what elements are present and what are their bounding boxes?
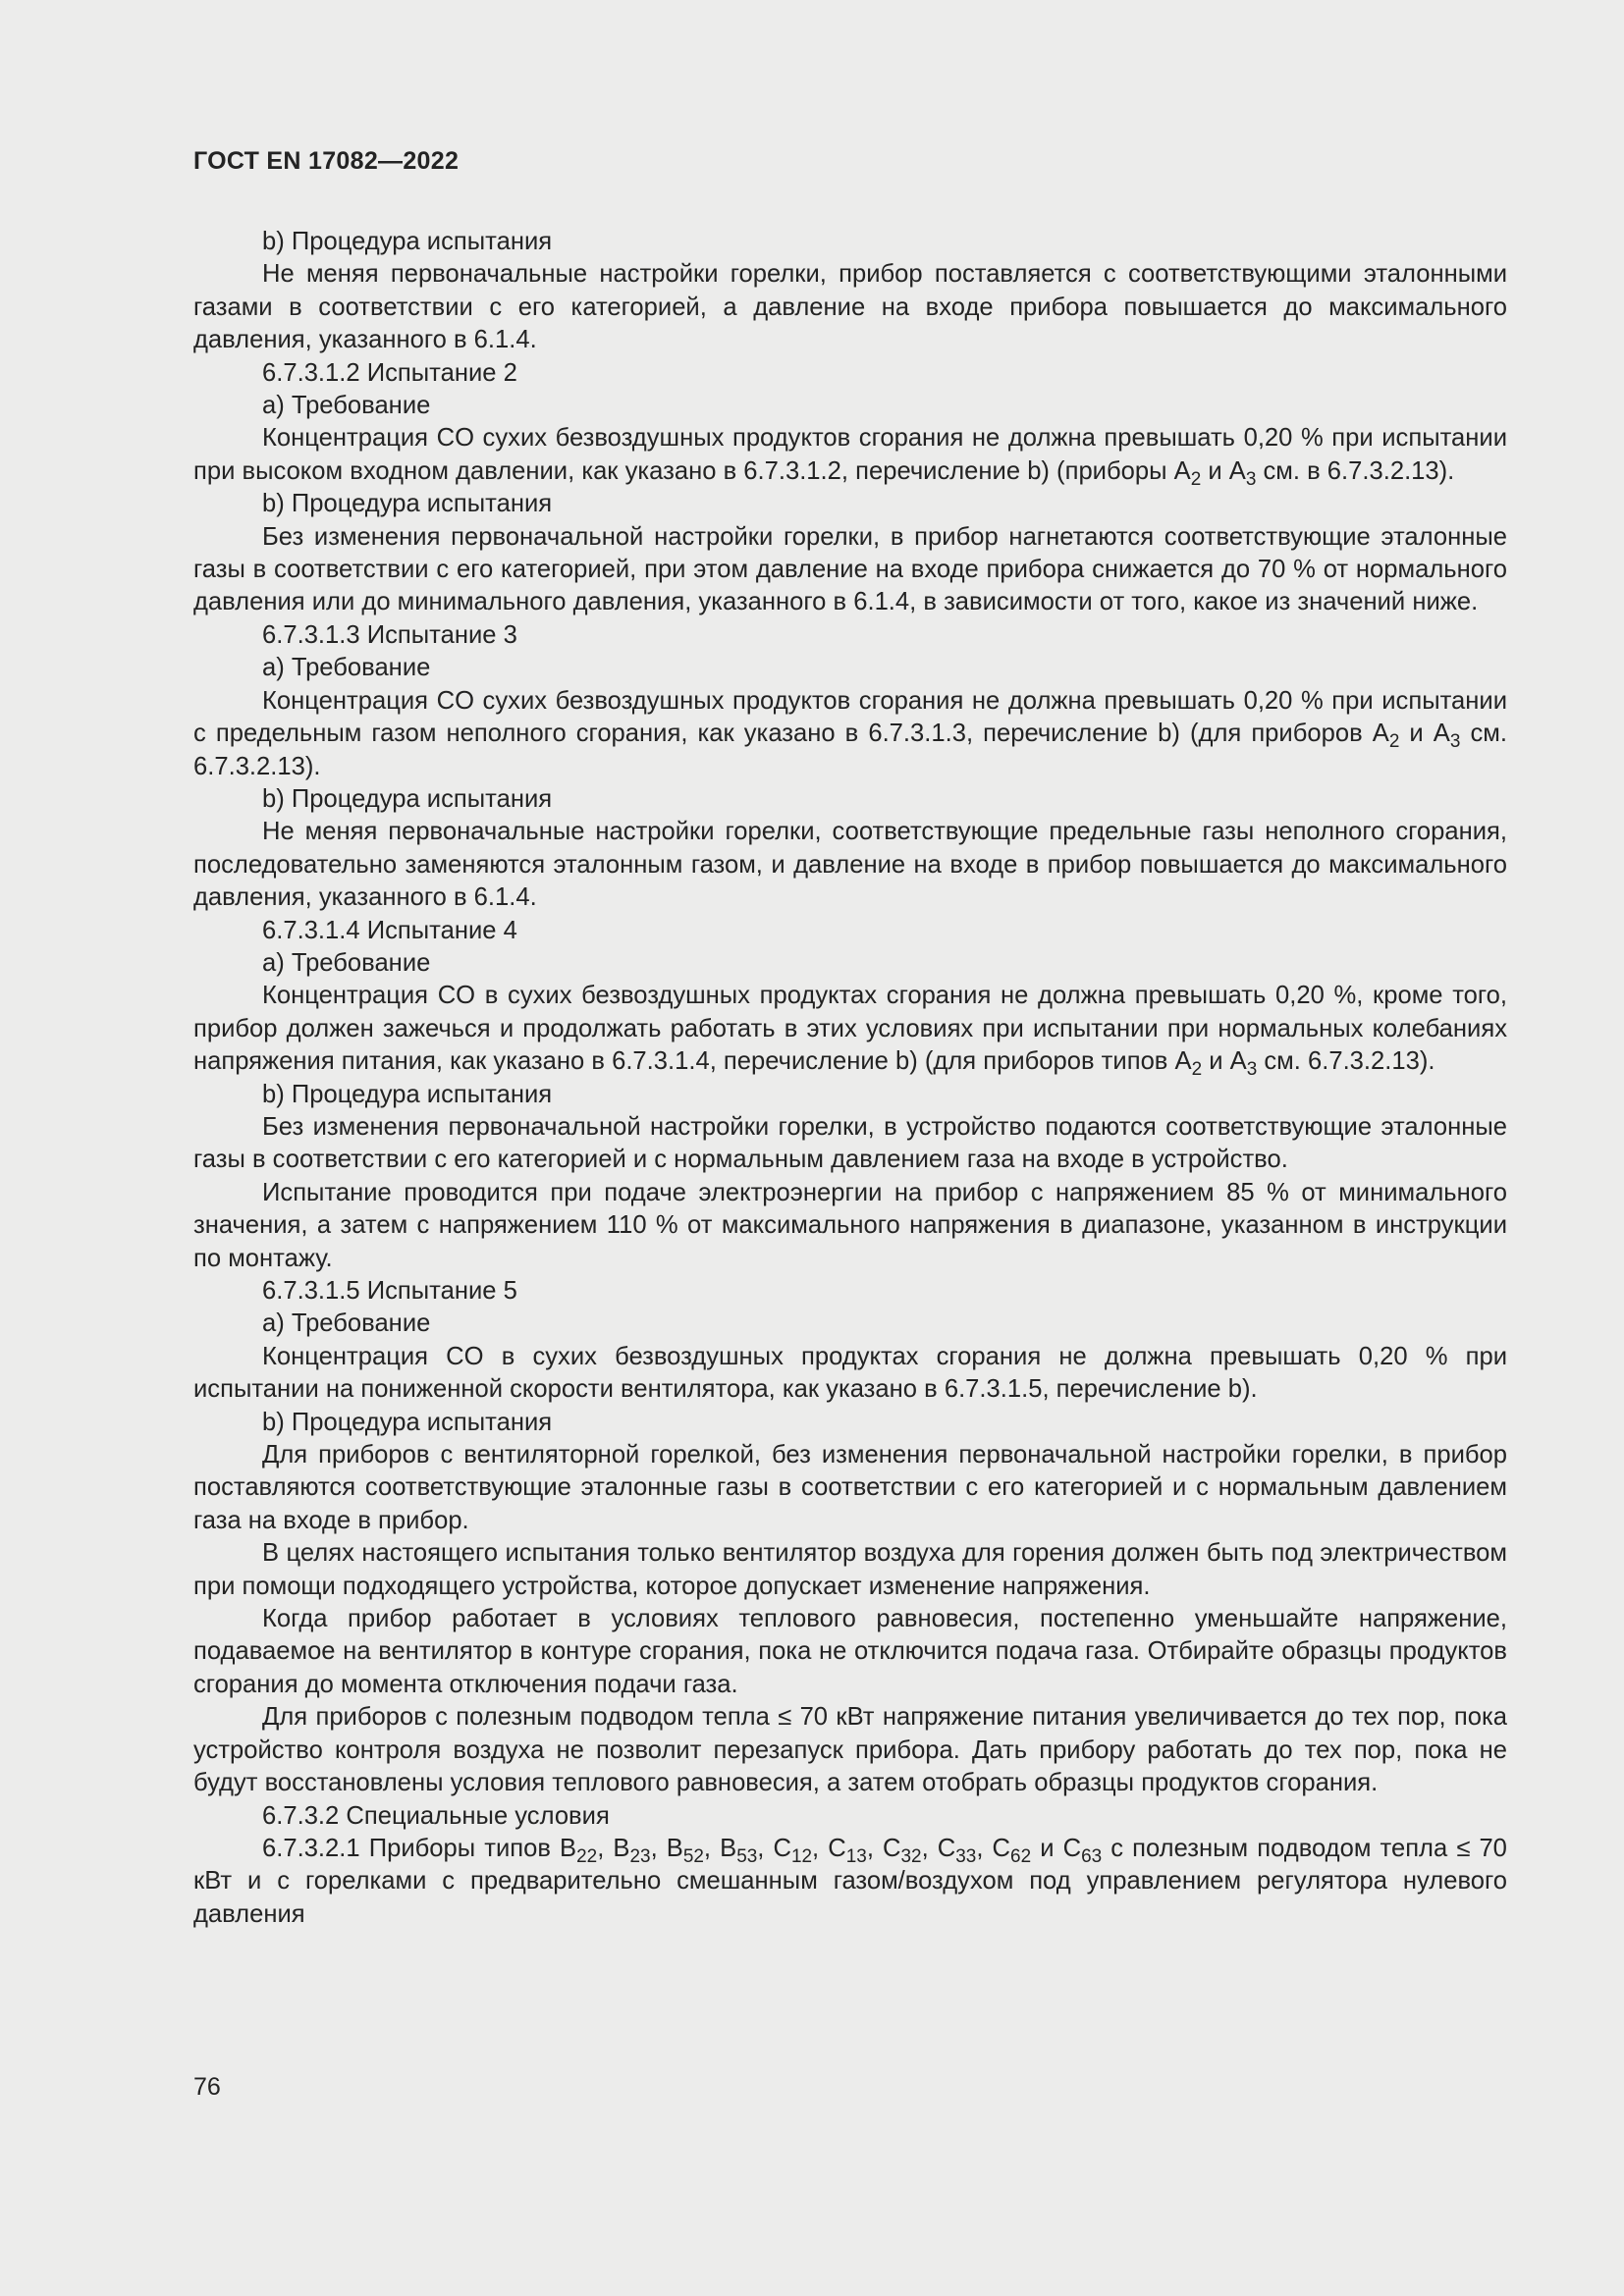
- paragraph: 6.7.3.2 Специальные условия: [262, 1801, 610, 1830]
- paragraph: Не меняя первоначальные настройки горелки, прибор поставляется с соответствующими эталонными газами в соответствии с его категорией, а давление на входе прибора повышается до максимального давления, указанного в 6.1.4.: [193, 260, 1507, 354]
- paragraph: Испытание проводится при подаче электроэнергии на прибор с напряжением 85 % от минимального значения, а затем с напряжением 110 % от максимального напряжения в диапазоне, указанном в инструкции по монтажу.: [193, 1178, 1507, 1272]
- paragraph: Без изменения первоначальной настройки горелки, в устройство подаются соответствующие эталонные газы в соответствии с его категорией и с нормальным давлением газа на входе в устройство.: [193, 1112, 1507, 1174]
- paragraph: b) Процедура испытания: [262, 784, 553, 813]
- paragraph: 6.7.3.1.3 Испытание 3: [262, 620, 517, 649]
- subscript: 2: [1190, 468, 1202, 490]
- paragraph: b) Процедура испытания: [262, 1408, 553, 1436]
- subscript: 3: [1245, 468, 1257, 490]
- paragraph: 6.7.3.1.5 Испытание 5: [262, 1277, 517, 1305]
- subscript: 62: [1010, 1845, 1032, 1867]
- paragraph: b) Процедура испытания: [262, 490, 553, 518]
- paragraph: Концентрация CO в сухих безвоздушных продуктах сгорания не должна превышать 0,20 % при испытании на пониженной скорости вентилятора, как указано в 6.7.3.1.5, перечисление b).: [193, 1342, 1507, 1404]
- paragraph: Концентрация CO сухих безвоздушных продуктов сгорания не должна превышать 0,20 % при испытании при высоком входном давлении, как указано в 6.7.3.1.2, перечисление b) (приборы $A_2$ и $A_3$ см. в 6.7.3.2.13).: [193, 424, 1507, 490]
- paragraph: Для приборов с полезным подводом тепла ≤ 70 кВт напряжение питания увеличивается до тех пор, пока устройство контроля воздуха не позволит перезапуск прибора. Дать прибору работать до тех пор, пока не будут восстановлены условия теплового равновесия, а затем отобрать образцы продуктов сгорания.: [193, 1703, 1507, 1797]
- subscript: 12: [790, 1845, 813, 1867]
- paragraph: Без изменения первоначальной настройки горелки, в прибор нагнетаются соответствующие эталонные газы в соответствии с его категорией, при этом давление на входе прибора снижается до 70 % от нормального давления или до минимального давления, указанного в 6.1.4, в зависимости от того, какое из значений ниже.: [193, 522, 1507, 616]
- paragraph: Не меняя первоначальные настройки горелки, соответствующие предельные газы неполного сгорания, последовательно заменяются эталонным газом, и давление на входе в прибор повышается до максимального давления, указанного в 6.1.4.: [193, 818, 1507, 912]
- paragraph: а) Требование: [262, 654, 431, 682]
- page-number: 76: [193, 2073, 221, 2101]
- paragraph: 6.7.3.2.1 Приборы типов $B_{22}$, $B_{23}$, $B_{52}$, $B_{53}$, $C_{12}$, $C_{13}$, $C_{32}$, $C_{33}$, $C_{62}$ и $C_{63}$ с полезным подводом тепла ≤ 70 кВт и с горелками с предварительно смешанным газом/воздухом под управлением регулятора нулевого давления: [193, 1834, 1507, 1928]
- subscript: 33: [955, 1845, 977, 1867]
- paragraph: Концентрация CO сухих безвоздушных продуктов сгорания не должна превышать 0,20 % при испытании с предельным газом неполного сгорания, как указано в 6.7.3.1.3, перечисление b) (для приборов $A_2$ и $A_3$ см. 6.7.3.2.13).: [193, 686, 1507, 780]
- paragraph: b) Процедура испытания: [262, 228, 553, 255]
- subscript: 32: [900, 1845, 922, 1867]
- subscript: 3: [1246, 1058, 1258, 1080]
- paragraph: а) Требование: [262, 392, 431, 420]
- subscript: 13: [845, 1845, 867, 1867]
- subscript: 3: [1449, 730, 1461, 752]
- paragraph: Для приборов с вентиляторной горелкой, без изменения первоначальной настройки горелки, в прибор поставляются соответствующие эталонные газы в соответствии с его категорией и с нормальным давлением газа на входе в прибор.: [193, 1441, 1507, 1534]
- document-header: ГОСТ EN 17082—2022: [193, 147, 460, 175]
- paragraph: b) Процедура испытания: [262, 1080, 553, 1108]
- paragraph: Концентрация CO в сухих безвоздушных продуктах сгорания не должна превышать 0,20 %, кроме того, прибор должен зажечься и продолжать работать в этих условиях при испытании при нормальных колебаниях напряжения питания, как указано в 6.7.3.1.4, перечисление b) (для приборов типов $A_2$ и $A_3$ см. 6.7.3.2.13).: [193, 982, 1507, 1080]
- subscript: 63: [1081, 1845, 1103, 1867]
- paragraph: 6.7.3.1.2 Испытание 2: [262, 358, 517, 387]
- paragraph: В целях настоящего испытания только вентилятор воздуха для горения должен быть под электричеством при помощи подходящего устройства, которое допускает изменение напряжения.: [193, 1539, 1507, 1600]
- subscript: 53: [736, 1845, 758, 1867]
- subscript: 22: [576, 1845, 598, 1867]
- paragraph: 6.7.3.1.4 Испытание 4: [262, 916, 517, 944]
- subscript: 2: [1191, 1058, 1203, 1080]
- paragraph: а) Требование: [262, 1309, 431, 1338]
- subscript: 52: [682, 1845, 704, 1867]
- subscript: 2: [1388, 730, 1400, 752]
- paragraph: Когда прибор работает в условиях теплового равновесия, постепенно уменьшайте напряжение, подаваемое на вентилятор в контуре сгорания, пока не отключится подача газа. Отбирайте образцы продуктов сгорания до момента отключения подачи газа.: [193, 1605, 1507, 1698]
- paragraph: а) Требование: [262, 948, 431, 977]
- document-body: [193, 226, 1507, 1931]
- subscript: 23: [629, 1845, 651, 1867]
